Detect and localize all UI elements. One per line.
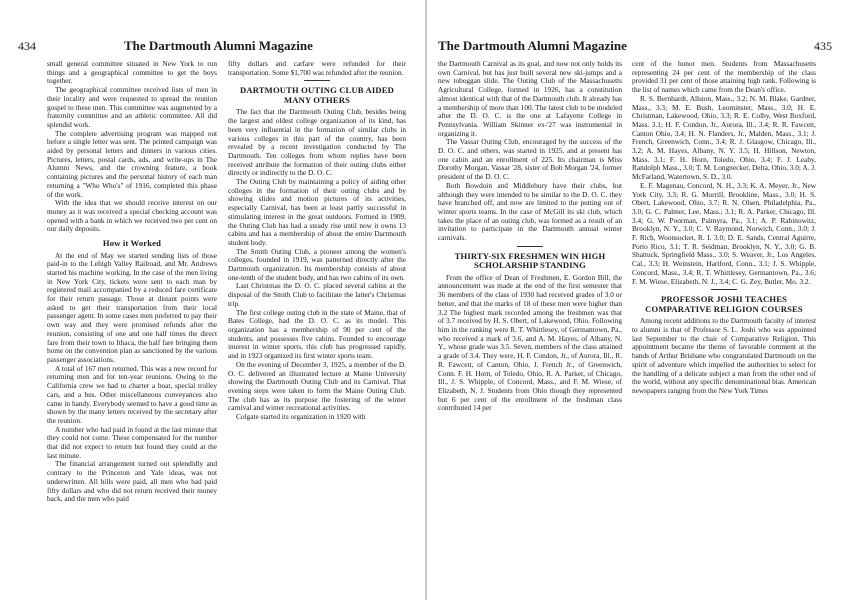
paragraph: The Vassar Outing Club, encouraged by the success of the D. O. C. and others, was started in 1925, and at present has one cabin and an enrollment of 225. Its chairman is Miss Dorothy Morgan, Vassar '28, sister of Bob Morgan '24, former president of the D. O. C. <box>438 137 622 182</box>
running-title: The Dartmouth Alumni Magazine <box>438 38 627 53</box>
divider <box>711 289 737 290</box>
paragraph: fifty dollars and carfare were refunded for their transportation. Some $1,700 was refunded after the reunion. <box>228 59 406 77</box>
page-number: 434 <box>18 39 36 53</box>
paragraph: A total of 167 men returned. This was a new record for returning men and for ten-year reunions. Owing to the California crew we had to charter a boat, special trolley cars, and a bus. Other miscellaneous conveyances also came in handy. Everybody seemed to have a good time as shown by the many letters received by the secretary after the reunion. <box>47 363 217 425</box>
column-1 <box>438 60 622 413</box>
paragraph: On the evening of December 3, 1925, a member of the D. O. C. delivered an illustrated lecture at Maine University showing the Dartmouth Outing Club and its Carnival. That evening steps were taken to form the Maine Outing Club. The club has as its purpose the fostering of the winter carnival and winter recreational activities. <box>228 359 406 413</box>
paragraph: R. S. Bernhardt, Allston, Mass., 3.2; N. M. Blake, Gardner, Mass., 3.3; M. E. Bush, Leominster, Mass., 3.0; H. E. Christman, Lakewood, Ohio, 3.3; R. E. Colby, West Boxford, Mass. 3.1; H. F. Condon, Jr., Aurora, Ill., 3.4; R. R. Fawcett, Canton Ohio, 3.4; H. N. Flanders, Jr., Malden, Mass., 3.1; J. French, Greenwich, Conn., 3.4; R. J. Glasgow, Chicago, Ill., 3.2; A. M. Hayes, Albany, N. Y. 3.5; H. Hillson, Newton, Mass. 3.1; F. H. Horn, Toledo, Ohio, 3.4; F. J. Leaby, Randolph Mass., 3.0; T. M. Longnecker, Delta, Ohio, 3.0; A. J. McFarland, Watertown, S. D., 3.0. <box>632 93 816 182</box>
paragraph: From the office of Dean of Freshmen, E. Gordon Bill, the announcement was made at the end of the first semester that 36 members of the class of 1930 had received grades of 3.0 or better, and that the marks of 18 of these men were higher than 3.2 The highest mark recorded among the freshmen was that of 3.7 received by H. S. Obert, of Lakewood, Ohio. Following him in the ranking were R. T. Whittlesey, of Germantown, Pa., who received a mark of 3.6, and A. M. Hayes, of Albany, N. Y., whose grade was 3.5. Seven, members of the class attained a grade of 3.4. They were, H. F. Condon, Jr., of Aurora, Ill., R. R. Fawcett, of Canton, Ohio, J. French Jr., of Greenwich, Conn. F. H. Horn, of Toledo, Ohio, R. A. Parker, of Chicago, Ill., J. S. Whipple, of Concord, Mass., and F. M. Wiese, of Elizabeth, N. J. Students from Ohio though they represented but 6 per cent of the enrollment of the freshman class contributed 14 per <box>438 272 622 413</box>
paragraph: Among recent additions to the Dartmouth faculty of interest to alumni is that of Professor S. L. Joshi who was appointed last September to the chair of Comparative Religion. This appointment became the theme of favorable comment at the bands of Arthur Brisbane who congratulated Dartmouth on the spirit of adventure which impelled the authorities to select for the handling of a delicate subject a man from the other end of the world, without any specific denominational bias. American newspapers ranging from the New York Times <box>632 316 816 395</box>
section-heading: How it Worked <box>102 238 162 249</box>
paragraph: At the end of May we started sending lists of those paid-in to the Lehigh Valley Railroad, and Mr. Andrews started his machine working. In the case of the men living in New York City, tickets were sent to each man by registered mail accompanied by a reduced fare certificate for their return passage. Those at distant points were asked to get their transportation from their local passenger agent. In some cases men preferred to pay their own way and they were promised refunds after the reunion, consisting of one and one half times the direct fare from their town to Ithaca, the half fare bringing them home on the convention plan as sanctioned by the various passenger associations. <box>47 250 217 364</box>
paragraph: The geographical committee received lists of men in their locality and were requested to spread the reunion gospel to these men. This committee was augmented by a fraternity committee and an athletic committee. All did splendid work. <box>47 85 217 129</box>
paragraph: cent of the honor men. Students from Massachusetts representing 24 per cent of the membership of the class provided 31 per cent of those attaining high rank. Following is the list of names which came from the Dean's office. <box>632 59 816 95</box>
paragraph: The first college outing club in the state of Maine, that of Bates College, had the D. O. C. as its model. This organization has a membership of 90 per cent of the students, and possesses five cabins. Founded to encourage interest in winter sports, this club has progressed rapidly, and in 1923 organized its first winter sports team. <box>228 307 406 361</box>
paragraph: The fact that the Dartmouth Outing Club, besides being the largest and oldest college organization of its kind, has been very influential in the formation of similar clubs in various colleges in this part of the country, has been revealed by a recent investigation conducted by The Dartmouth. Ten colleges from whom replies have been received attribute the formation of their outing clubs either directly or indirectly to the D. O. C. <box>228 107 406 178</box>
article-heading: THIRTY-SIX FRESHMEN WIN HIGH SCHOLARSHIP STANDING <box>454 250 606 271</box>
article-heading: PROFESSOR JOSHI TEACHES COMPARATIVE RELIGION COURSES <box>645 294 803 314</box>
running-title: The Dartmouth Alumni Magazine <box>124 38 313 53</box>
paragraph: the Dartmouth Carnival as its goal, and now not only holds its own Carnival, but has just built several new ski-jumps and a new toboggan slide. The Outing Club of the Massachusetts Agricultural College, formed in 1926, has a constitution almost identical with that of the Dartmouth club. It already has a membership of more than 100. The latest club to be modeled after the D. O. C. is the one at Lafayette College in Pennsylvania. William Skinner ex-'27 was instrumental in organizing it. <box>438 59 622 138</box>
paragraph: A number who had paid in found at the last minute that they could not come. These compensated for the number that did not expect to return but found they could at the last minute. <box>47 424 217 460</box>
column-2 <box>228 60 406 422</box>
paragraph: The complete advertising program was mapped out before a single letter was sent. The printed campaign was aided by personal letters and dinners in various cities. Pictures, letters, postal cards, ads, and write-ups in The Alumni News, and the crowning feature, a book containing pictures and the personal history of each man returning a "Who Who's" of 1916, completed this phase of the work. <box>47 128 217 199</box>
paragraph: The financial arrangement turned out splendidly and contrary to the Princeton and Yale ideas, was not underwritten. All bills were paid, all men who had paid fifty dollars and who did not return received their money back, and the men who paid <box>47 459 217 504</box>
paragraph: Colgate started its organization in 1920 with <box>236 412 366 422</box>
column-2 <box>632 60 816 396</box>
divider <box>304 80 330 81</box>
paragraph: The Outing Club by maintaining a policy of aiding other colleges in the formation of their outing clubs and by showing slides and motion pictures of its activities, especially Carnival, has been at least partly successful in stimulating interest in the great outdoors. Formed in 1909, the Outing Club has had a steady rise until now it owns 13 cabins and has a membership of about the entire Dartmouth student body. <box>228 177 406 247</box>
article-heading: DARTMOUTH OUTING CLUB AIDED MANY OTHERS <box>240 85 394 105</box>
paragraph: Both Bowdoin and Middlebury have their clubs, but although they were intended to be similar to the D. O. C. they have branched off, and now are limited to the putting out of winter sports teams. In the case of McGill its ski club, which takes the place of an outing club, was formed as a result of an invitation to participate in the Dartmouth annual winter carnivals. <box>438 180 622 243</box>
paragraph: Last Christmas the D. O. C. placed several cabins at the disposal of the Smith Club to facilitate the latter's Christmas trip. <box>228 281 406 308</box>
paragraph: small general committee situated in New York to run things and a geographical committee to get the boys together. <box>47 59 217 86</box>
right-page <box>426 0 852 600</box>
divider <box>517 246 543 247</box>
paragraph: E. F. Magenau, Concord, N. H., 3.3; K. A. Meyer, Jr., New York City, 3.3; R. G. Morrill, Brookline, Mass., 3.0; H. S. Obert, Lakewood, Ohio, 3.7; R. N. Olsen, Philadelphia, Pa., 3.0; G. C. Palmer, Lee, Mass.; 3.1; R. A. Parker, Chicago, Ill. 3.4; G. W. Poorman, Palmyra, Pa., 3.1; A. P. Rabinowitz, Brooklyn, N. Y., 3.0; C. V. Raymond, Norwich, Conn., 3.0; J. F. Rich, Woonsocket, R. I. 3.0; D. E. Sands, Central Aguirre, Porto Rico, 3.1; T. R. Seidman, Brooklyn, N. Y., 3.0; G. B. Shattuck, Springfield Mass., 3.0; S. Weaver, Jr., Los Angeles, Cal., 3.3; H. Weinstein, Hartford, Conn., 3.1; J. S. Whipple, Concord, Mass., 3.4; R. T. Whittlesey, Germantown, Pa., 3.6; F. M. Wiese, Elizabeth, N. J., 3.4; C. G. Zey, Butler, Mo. 3.2. <box>632 180 816 286</box>
paragraph: The Smith Outing Club, a pioneer among the women's colleges, founded in 1919, was patterned directly after the Dartmouth organization. Its membership consists of about one-tenth of the student body, and has two cabins of its own. <box>228 246 406 282</box>
column-1 <box>47 60 217 504</box>
paragraph: With the idea that we should receive interest on our money as it was received a special checking account was opened with a bank in which we received two per cent on our daily deposits. <box>47 198 217 234</box>
page-number: 435 <box>814 39 832 53</box>
